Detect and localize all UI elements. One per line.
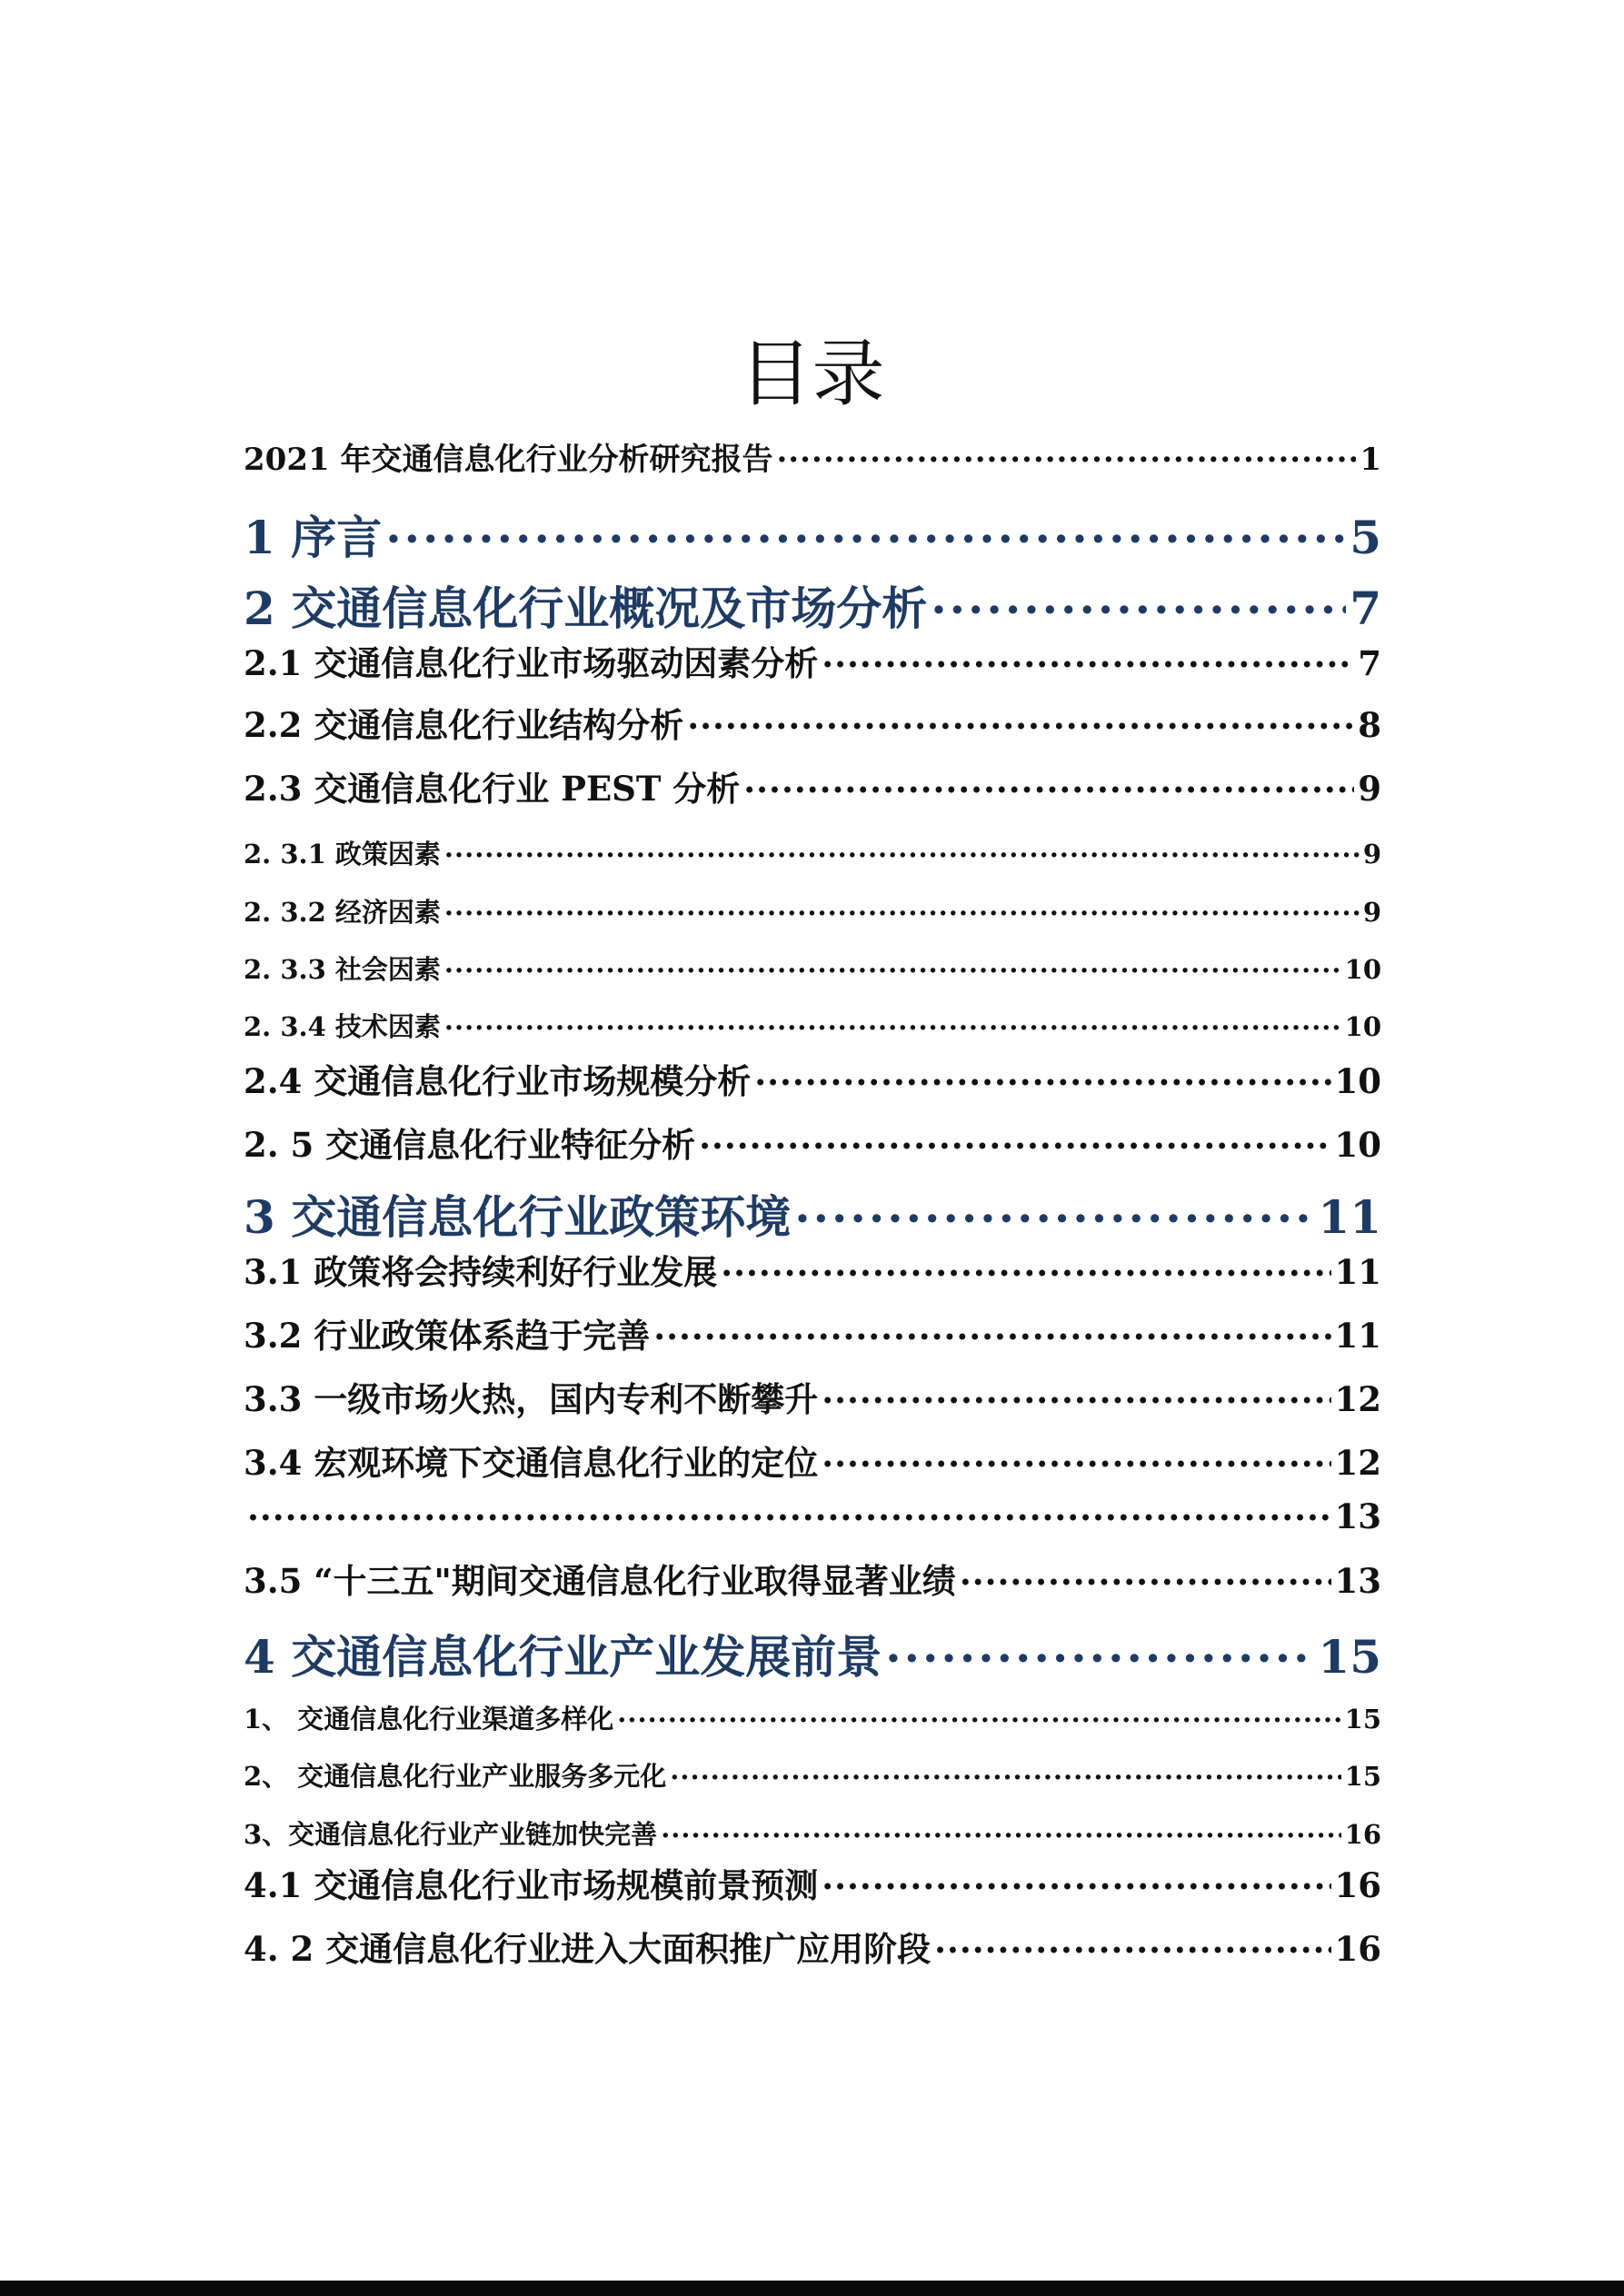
toc-entry-label: 4 交通信息化行业产业发展前景 [244, 1630, 882, 1684]
toc-dot-leader [444, 838, 1360, 863]
toc-entry[interactable] [244, 1007, 1381, 1043]
toc-page-number: 11 [1334, 1316, 1381, 1356]
toc-dot-leader [653, 1314, 1330, 1347]
toc-dot-leader [617, 1703, 1340, 1728]
toc-entry-label: 1、 交通信息化行业渠道多样化 [244, 1704, 614, 1734]
toc-entry[interactable] [244, 1756, 1381, 1793]
toc-dot-leader [822, 1441, 1330, 1475]
toc-dot-leader [444, 1010, 1341, 1036]
toc-entry-label: 2 交通信息化行业概况及市场分析 [244, 581, 928, 635]
toc-dot-leader [661, 1818, 1340, 1844]
toc-dot-leader [385, 512, 1346, 553]
toc-entry-label: 4.1 交通信息化行业市场规模前景预测 [244, 1865, 819, 1905]
toc-entry[interactable] [244, 1308, 1381, 1354]
toc-dot-leader [931, 583, 1346, 624]
toc-page-number: 15 [1344, 1704, 1381, 1734]
toc-dot-leader [721, 1250, 1330, 1284]
toc-page-number: 10 [1344, 1011, 1381, 1042]
toc-page-number: 15 [1318, 1630, 1381, 1684]
toc-dot-leader [960, 1559, 1331, 1593]
toc-entry[interactable] [244, 1858, 1381, 1903]
toc-dot-leader [885, 1632, 1314, 1673]
toc-entry-label: 3.1 政策将会持续利好行业发展 [244, 1252, 718, 1292]
toc-entry-label: 2. 3.1 政策因素 [244, 839, 441, 870]
toc-entry-label: 4. 2 交通信息化行业进入大面积推广应用阶段 [244, 1929, 932, 1969]
toc-entry[interactable] [244, 834, 1381, 870]
toc-entry-label: 2. 3.2 经济因素 [244, 897, 441, 928]
toc-page-number: 16 [1334, 1929, 1381, 1969]
toc-entry[interactable] [244, 761, 1381, 807]
toc-entry[interactable] [244, 636, 1381, 681]
toc-entry-label: 2.3 交通信息化行业 PEST 分析 [244, 769, 741, 809]
toc-page-number: 16 [1344, 1819, 1381, 1850]
toc-entry-label: 2. 5 交通信息化行业特征分析 [244, 1125, 696, 1165]
toc-dot-leader [247, 1495, 1331, 1528]
toc-page-number: 16 [1334, 1865, 1381, 1905]
toc-dot-leader [822, 641, 1354, 675]
toc-entry-label: 2. 3.3 社会因素 [244, 954, 441, 985]
toc-dot-leader [699, 1123, 1330, 1157]
toc-entry-label: 3.4 宏观环境下交通信息化行业的定位 [244, 1443, 819, 1483]
toc-entry-label: 3、交通信息化行业产业链加快完善 [244, 1819, 658, 1850]
toc-entry-label: 3 交通信息化行业政策环境 [244, 1190, 792, 1244]
toc-entry[interactable] [244, 502, 1381, 562]
toc-dot-leader [670, 1760, 1340, 1785]
toc-entry[interactable] [244, 1054, 1381, 1099]
toc-title: 目录 [739, 332, 885, 416]
toc-dot-leader [794, 1192, 1314, 1233]
toc-page-number: 9 [1362, 897, 1381, 928]
toc-entry-label: 3.3 一级市场火热，国内专利不断攀升 [244, 1379, 819, 1419]
toc-dot-leader [754, 1059, 1330, 1093]
toc-entry[interactable] [244, 1372, 1381, 1417]
toc-dot-leader [822, 1377, 1330, 1411]
scan-edge-bar [0, 2281, 1624, 2296]
toc-entry[interactable] [244, 572, 1381, 635]
toc-dot-leader [822, 1864, 1330, 1897]
toc-page-number: 8 [1358, 705, 1381, 745]
toc-entry-label: 1 序言 [244, 511, 383, 564]
toc-entry[interactable] [244, 1245, 1381, 1290]
toc-entry[interactable] [244, 1181, 1381, 1244]
toc-entry[interactable] [244, 949, 1381, 986]
toc-entry-label: 3.2 行业政策体系趋于完善 [244, 1316, 651, 1356]
toc-page-number: 7 [1350, 581, 1381, 635]
toc-entry[interactable] [244, 698, 1381, 743]
toc-entry[interactable] [244, 1699, 1381, 1735]
toc-entry-label: 2.1 交通信息化行业市场驱动因素分析 [244, 643, 819, 683]
toc-page-number: 12 [1334, 1379, 1381, 1419]
toc-entry-label: 2、 交通信息化行业产业服务多元化 [244, 1761, 667, 1792]
toc-page-number: 7 [1358, 643, 1381, 683]
toc-page-number: 11 [1334, 1252, 1381, 1292]
toc-entry[interactable] [244, 434, 1381, 478]
toc-page-number: 15 [1344, 1761, 1381, 1792]
toc-page-number: 10 [1334, 1125, 1381, 1165]
toc-entry[interactable] [244, 1922, 1381, 1967]
toc-entry-label: 2.4 交通信息化行业市场规模分析 [244, 1061, 752, 1101]
toc-entry[interactable] [244, 1554, 1381, 1599]
toc-page-number: 9 [1358, 769, 1381, 809]
toc-page-number: 10 [1344, 954, 1381, 985]
toc-page-number: 12 [1334, 1443, 1381, 1483]
toc-page-number: 13 [1334, 1561, 1381, 1601]
toc-page-number: 11 [1318, 1190, 1381, 1244]
toc-entry[interactable] [244, 1495, 1381, 1540]
toc-dot-leader [444, 953, 1341, 979]
toc-entry-label: 2.2 交通信息化行业结构分析 [244, 705, 684, 745]
toc-page-number: 5 [1350, 511, 1381, 564]
toc-entry[interactable] [244, 1118, 1381, 1163]
toc-entry-label: 2. 3.4 技术因素 [244, 1011, 441, 1042]
toc-page-number: 9 [1362, 839, 1381, 870]
toc-entry-label: 2021 年交通信息化行业分析研究报告 [244, 442, 773, 478]
toc-dot-leader [934, 1927, 1330, 1961]
toc-entry[interactable] [244, 1436, 1381, 1481]
toc-entry-label: 3.5 “十三五"期间交通信息化行业取得显著业绩 [244, 1561, 956, 1601]
toc-page-number: 13 [1334, 1496, 1381, 1536]
toc-dot-leader [743, 767, 1354, 800]
toc-entry[interactable] [244, 892, 1381, 929]
toc-dot-leader [776, 439, 1356, 470]
toc-entry[interactable] [244, 1814, 1381, 1851]
toc-dot-leader [444, 896, 1360, 921]
toc-entry[interactable] [244, 1621, 1381, 1684]
toc-dot-leader [687, 703, 1354, 737]
toc-page-number: 10 [1334, 1061, 1381, 1101]
toc-page-number: 1 [1360, 442, 1381, 478]
